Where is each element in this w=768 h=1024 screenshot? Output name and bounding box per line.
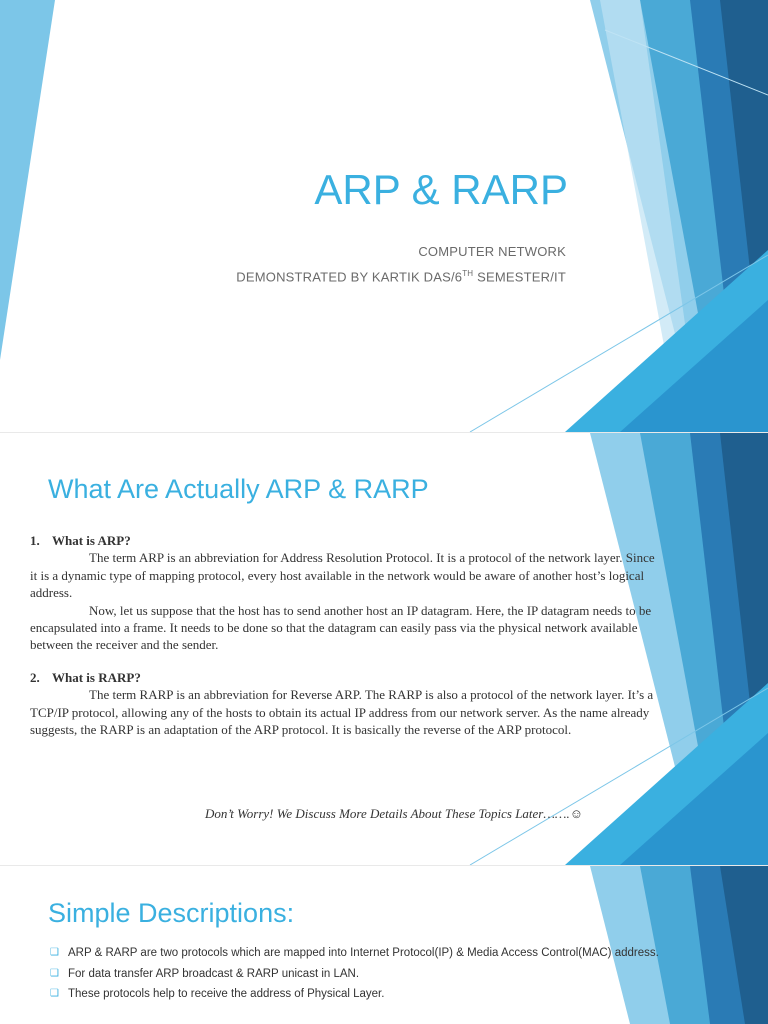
bullet-icon: ❑ [50, 967, 59, 979]
descriptions-title: Simple Descriptions: [48, 898, 295, 928]
paragraph: The term RARP is an abbreviation for Reverse ARP. The RARP is also a protocol of the network layer. It’s a TCP/IP protocol, allowing any of the hosts to obtain its actual IP address from our network server. As the name already suggests, the RARP is an adaptation of the ARP protocol. It is basically the reverse of the ARP protocol. [30, 687, 654, 738]
bullet-icon: ❑ [50, 947, 59, 958]
question-heading [30, 532, 660, 549]
paragraph: The term ARP is an abbreviation for Address Resolution Protocol. It is a protocol of the network layer. Since it is a dynamic type of mapping protocol, every host available in the network would be aware of another host’s logical address. [30, 550, 655, 601]
description-list [50, 946, 670, 1008]
list-item-text: These protocols help to receive the address of Physical Layer. [68, 988, 385, 1000]
author-sup: TH [462, 269, 474, 278]
left-accent-triangle [0, 0, 55, 360]
closing-note: Don’t Worry! We Discuss More Details About These Topics Later…….☺ [205, 806, 584, 821]
author-suffix: SEMESTER/IT [473, 269, 566, 285]
question-arp [30, 532, 660, 654]
question-rarp [30, 669, 660, 739]
author-subtitle [236, 269, 566, 284]
question-title: What is ARP? [52, 533, 131, 548]
title-slide [0, 0, 768, 432]
question-title: What is RARP? [52, 670, 141, 685]
course-subtitle: COMPUTER NETWORK [418, 244, 566, 259]
question-number: 1. [30, 533, 40, 548]
list-item-text: For data transfer ARP broadcast & RARP unicast in LAN. [68, 967, 360, 980]
author-text: DEMONSTRATED BY KARTIK DAS/6 [236, 269, 463, 285]
list-item-text: ARP & RARP are two protocols which are mapped into Internet Protocol(IP) & Media Access Control(MAC) address. [68, 947, 659, 959]
section-title: What Are Actually ARP & RARP [48, 474, 429, 504]
list-item [50, 946, 670, 961]
bullet-icon: ❑ [50, 988, 59, 999]
question-number: 2. [30, 670, 40, 685]
paragraph: Now, let us suppose that the host has to send another host an IP datagram. Here, the IP datagram needs to be encapsulated into a frame. It needs to be done so that the datagram can easily pass via the physical network available between the receiver and the sender. [30, 602, 652, 653]
list-item [50, 967, 670, 982]
presentation-title: ARP & RARP [314, 166, 568, 213]
slide1-decoration [0, 0, 768, 432]
list-item [50, 987, 670, 1002]
question-heading [30, 669, 660, 686]
